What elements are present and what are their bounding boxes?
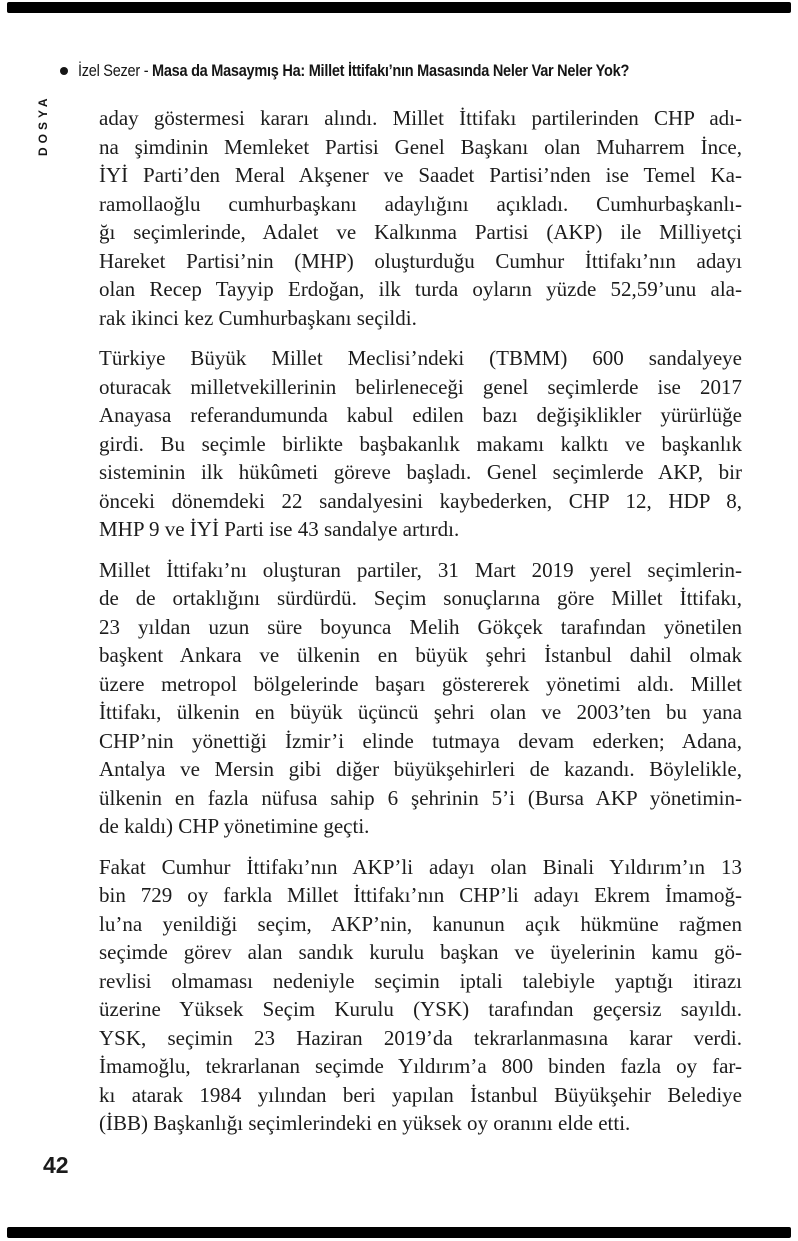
paragraph-line: İttifakı, ülkenin en büyük üçüncü şehri olan ve 2003’ten bu yana [99, 700, 742, 724]
paragraph-line: (İBB) Başkanlığı seçimlerindeki en yüksek oy oranını elde etti. [99, 1111, 631, 1135]
paragraph-line: ğı seçimlerinde, Adalet ve Kalkınma Partisi (AKP) ile Milliyetçi [99, 220, 742, 244]
paragraph-line: bin 729 oy farkla Millet İttifakı’nın CHP’li adayı Ekrem İmamoğ- [99, 883, 742, 907]
paragraph-line: İmamoğlu, tekrarlanan seçimde Yıldırım’a 800 binden fazla oy far- [99, 1054, 742, 1078]
paragraph-line: de kaldı) CHP yönetimine geçti. [99, 814, 370, 838]
paragraph-line: üzerine Yüksek Seçim Kurulu (YSK) tarafından geçersiz sayıldı. [99, 997, 742, 1021]
paragraph-line: Türkiye Büyük Millet Meclisi’ndeki (TBMM) 600 sandalyeye [99, 346, 742, 370]
sidebar-section-label [36, 94, 92, 156]
paragraph [99, 853, 742, 1138]
sidebar-section-label-text: DOSYA [36, 94, 50, 156]
paragraph-line: Antalya ve Mersin gibi diğer büyükşehirleri de kazandı. Böylelikle, [99, 757, 742, 781]
paragraph-line: Millet İttifakı’nı oluşturan partiler, 31 Mart 2019 yerel seçimlerin- [99, 557, 742, 582]
paragraph-line: 23 yıldan uzun süre boyunca Melih Gökçek tarafından yönetilen [99, 614, 742, 639]
bullet-icon [60, 67, 68, 75]
body-text [99, 104, 742, 1150]
paragraph-line: aday göstermesi kararı alındı. Millet İttifakı partilerinden CHP adı- [99, 106, 742, 130]
paragraph-line: Hareket Partisi’nin (MHP) oluşturduğu Cumhur İttifakı’nın adayı [99, 248, 742, 273]
paragraph-line: revlisi olmaması nedeniyle seçimin iptali talebiyle yaptığı itirazı [99, 968, 742, 993]
paragraph-line: kı atarak 1984 yılından beri yapılan İstanbul Büyükşehir Belediye [99, 1082, 742, 1107]
paragraph-line: rak ikinci kez Cumhurbaşkanı seçildi. [99, 305, 417, 330]
paragraph-line: seçimde görev alan sandık kurulu başkan ve üyelerinin kamu gö- [99, 940, 742, 964]
top-edge-bar [7, 2, 791, 13]
page-number: 42 [43, 1152, 69, 1178]
running-header [78, 62, 629, 80]
paragraph-line: üzere metropol bölgelerinde başarı göstererek yönetimi aldı. Millet [99, 671, 742, 696]
paragraph [99, 344, 742, 544]
bottom-edge-bar [7, 1227, 791, 1238]
paragraph-line: lu’na yenildiği seçim, AKP’nin, kanunun açık hükmüne rağmen [99, 911, 742, 936]
paragraph-line: de de ortaklığını sürdürdü. Seçim sonuçlarına göre Millet İttifakı, [99, 586, 742, 610]
paragraph-line: oturacak milletvekillerinin belirleneceği genel seçimlerde ise 2017 [99, 374, 742, 399]
running-header-title: Masa da Masaymış Ha: Millet İttifakı’nın Masasında Neler Var Neler Yok? [152, 62, 630, 80]
paragraph-line: CHP’nin yönettiği İzmir’i elinde tutmaya devam ederken; Adana, [99, 728, 742, 753]
running-header-author: İzel Sezer - [78, 62, 153, 80]
paragraph [99, 104, 742, 332]
paragraph-line: ülkenin en fazla nüfusa sahip 6 şehrinin 5’i (Bursa AKP yönetimin- [99, 785, 742, 810]
paragraph-line: girdi. Bu seçimle birlikte başbakanlık makamı kalktı ve başkanlık [99, 431, 742, 456]
paragraph-line: Anayasa referandumunda kabul edilen bazı değişiklikler yürürlüğe [99, 403, 742, 427]
paragraph-line: olan Recep Tayyip Erdoğan, ilk turda oyların yüzde 52,59’unu ala- [99, 277, 742, 301]
paragraph-line: MHP 9 ve İYİ Parti ise 43 sandalye artırdı. [99, 517, 460, 541]
paragraph-line: önceki dönemdeki 22 sandalyesini kaybederken, CHP 12, HDP 8, [99, 488, 742, 513]
paragraph-line: na şimdinin Memleket Partisi Genel Başkanı olan Muharrem İnce, [99, 134, 742, 159]
paragraph-line: başkent Ankara ve ülkenin en büyük şehri İstanbul dahil olmak [99, 643, 742, 667]
paragraph-line: Fakat Cumhur İttifakı’nın AKP’li adayı olan Binali Yıldırım’ın 13 [99, 854, 742, 879]
paragraph-line: ramollaoğlu cumhurbaşkanı adaylığını açıkladı. Cumhurbaşkanlı- [99, 191, 742, 216]
paragraph-line: İYİ Parti’den Meral Akşener ve Saadet Partisi’nden ise Temel Ka- [99, 163, 742, 187]
paragraph-line: YSK, seçimin 23 Haziran 2019’da tekrarlanmasına karar verdi. [99, 1025, 742, 1050]
paragraph [99, 556, 742, 841]
paragraph-line: sisteminin ilk hükûmeti göreve başladı. Genel seçimlerde AKP, bir [99, 460, 742, 484]
